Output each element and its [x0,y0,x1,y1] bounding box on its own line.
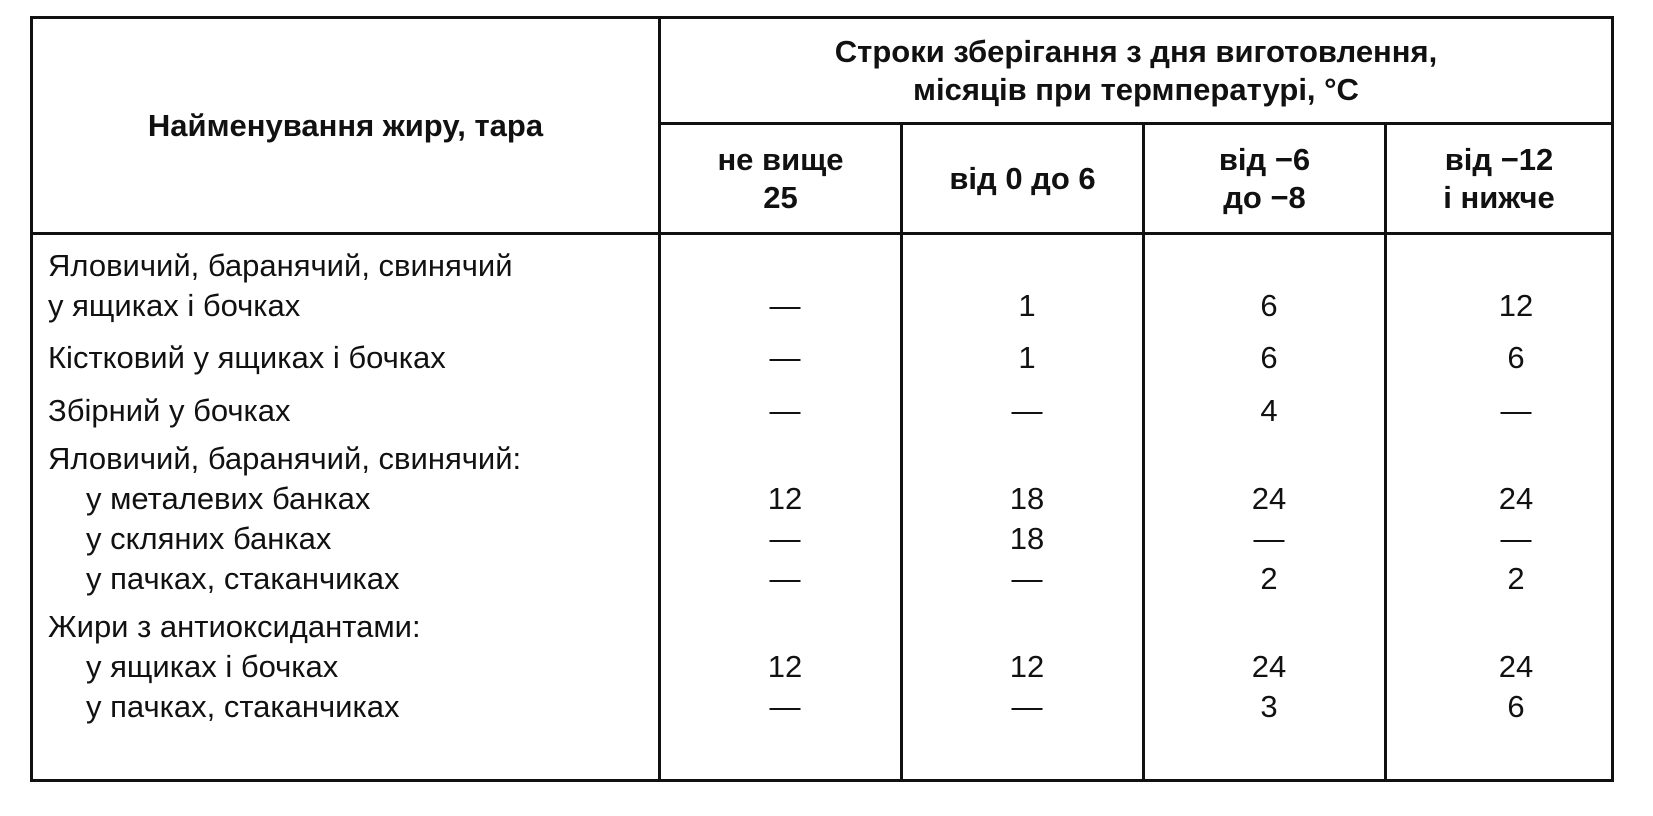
divider [30,232,1614,235]
header-name-label: Найменування жиру, тара [147,107,544,143]
cell-value: — [769,689,801,724]
header-group [661,19,1611,122]
row-label: Кістковий у ящиках і бочках [48,340,446,375]
header-group-line2: місяців при термпературі, °С [913,71,1359,107]
cell-value: 6 [1507,689,1525,724]
cell-value: 18 [1009,481,1045,516]
cell-value: 2 [1507,561,1525,596]
header-name-column [33,19,658,232]
row-group-label: Жири з антиоксидантами: [48,609,421,644]
header-temp-col-1 [661,125,900,232]
row-label: у пачках, стаканчиках [86,561,400,596]
cell-value: — [769,288,801,323]
header-temp-1-line1: не вище [717,141,844,177]
header-temp-3-line2: до −8 [1223,179,1306,215]
row-label: у ящиках і бочках [86,649,339,684]
header-temp-col-3 [1145,125,1384,232]
cell-value: — [769,340,801,375]
cell-value: — [1011,689,1043,724]
cell-value: 4 [1260,393,1278,428]
cell-value: 2 [1260,561,1278,596]
cell-value: 12 [767,649,803,684]
cell-value: 12 [1498,288,1534,323]
cell-value: 1 [1018,340,1036,375]
header-group-line1: Строки зберігання з дня виготовлення, [834,33,1438,69]
header-temp-col-2 [903,125,1142,232]
header-temp-4-line2: і нижче [1443,179,1555,215]
cell-value: 24 [1251,649,1287,684]
cell-value: 3 [1260,689,1278,724]
cell-value: 6 [1260,340,1278,375]
cell-value: — [769,561,801,596]
header-temp-col-4 [1387,125,1611,232]
cell-value: — [1500,393,1532,428]
cell-value: 24 [1251,481,1287,516]
cell-value: — [769,521,801,556]
header-temp-4-line1: від −12 [1444,141,1554,177]
row-group-label: Яловичий, баранячий, свинячий: [48,441,522,476]
cell-value: 6 [1507,340,1525,375]
header-temp-3-line1: від −6 [1218,141,1311,177]
header-temp-2-line1: від 0 до 6 [949,160,1096,196]
row-label: у скляних банках [86,521,332,556]
cell-value: 24 [1498,481,1534,516]
row-label: Яловичий, баранячий, свинячий [48,248,513,283]
header-temp-1-line2: 25 [763,179,798,215]
cell-value: — [769,393,801,428]
row-label: у пачках, стаканчиках [86,689,400,724]
row-label: у металевих банках [86,481,371,516]
cell-value: — [1253,521,1285,556]
cell-value: 6 [1260,288,1278,323]
cell-value: — [1011,561,1043,596]
cell-value: 24 [1498,649,1534,684]
cell-value: 1 [1018,288,1036,323]
cell-value: — [1500,521,1532,556]
cell-value: 12 [767,481,803,516]
cell-value: — [1011,393,1043,428]
row-label: Збірний у бочках [48,393,291,428]
cell-value: 18 [1009,521,1045,556]
row-label: у ящиках і бочках [48,288,301,323]
cell-value: 12 [1009,649,1045,684]
